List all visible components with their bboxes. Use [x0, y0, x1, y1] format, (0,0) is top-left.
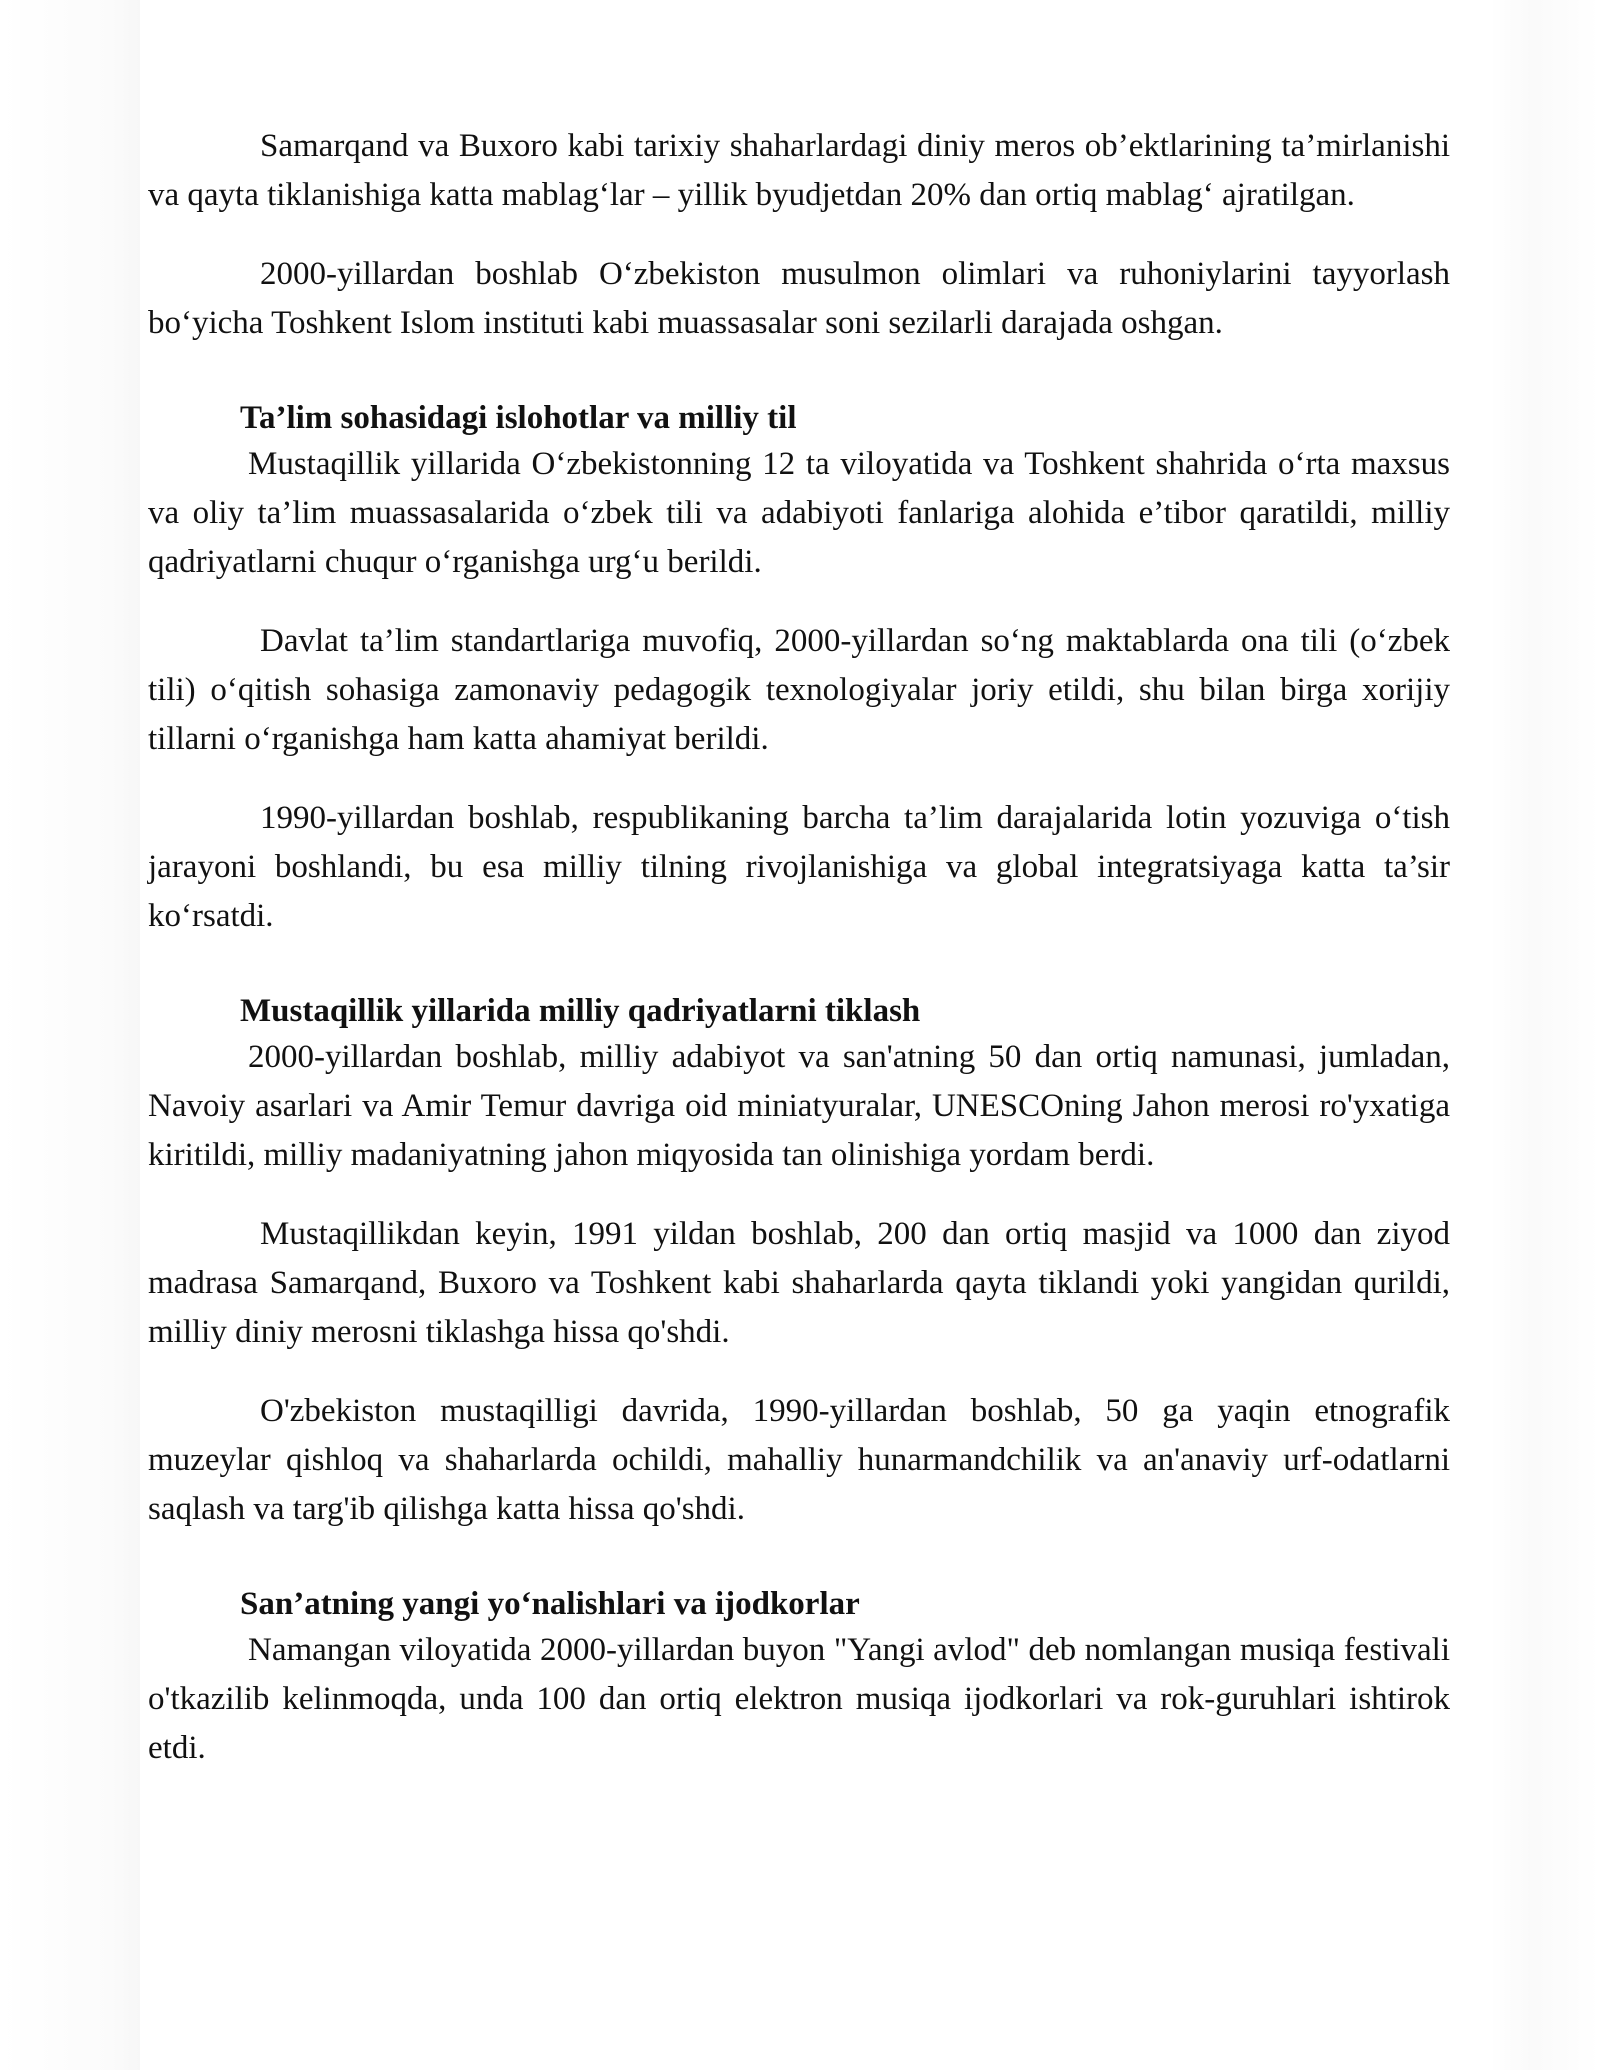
paragraph-heritage-restoration: Samarqand va Buxoro kabi tarixiy shaharlardagi diniy meros ob’ektlarining ta’mirlanishi va qayta tiklanishiga katta mablag‘lar – yillik byudjetdan 20% dan ortiq mablag‘ ajratilgan. [148, 128, 1450, 213]
page-shadow-right [1490, 0, 1600, 2070]
document-body [148, 122, 1450, 1773]
paragraph-islamic-institute: 2000-yillardan boshlab O‘zbekiston musulmon olimlari va ruhoniylarini tayyorlash bo‘yicha Toshkent Islom instituti kabi muassasalar soni sezilarli darajada oshgan. [148, 256, 1450, 341]
section-heading-art-directions: San’atning yangi yo‘nalishlari va ijodkorlar [240, 1586, 860, 1622]
section-heading-national-values: Mustaqillik yillarida milliy qadriyatlarni tiklash [240, 993, 921, 1029]
paragraph-ethnographic-museums: O'zbekiston mustaqilligi davrida, 1990-yillardan boshlab, 50 ga yaqin etnografik muzeylar qishloq va shaharlarda ochildi, mahalliy hunarmandchilik va an'anaviy urf-odatlarni saqlash va targ'ib qilishga katta hissa qo'shdi. [148, 1393, 1450, 1527]
paragraph-unesco-heritage: 2000-yillardan boshlab, milliy adabiyot va san'atning 50 dan ortiq namunasi, jumladan, Navoiy asarlari va Amir Temur davriga oid miniatyuralar, UNESCOning Jahon merosi ro'yxatiga kiritildi, milliy madaniyatning jahon miqyosida tan olinishiga yordam berdi. [148, 1039, 1450, 1173]
paragraph-uzbek-language-education: Mustaqillik yillarida O‘zbekistonning 12 ta viloyatida va Toshkent shahrida o‘rta maxsus va oliy ta’lim muassasalarida o‘zbek tili va adabiyoti fanlariga alohida e’tibor qaratildi, milliy qadriyatlarni chuqur o‘rganishga urg‘u berildi. [148, 446, 1450, 580]
page-shadow-left [0, 0, 140, 2070]
paragraph-latin-script: 1990-yillardan boshlab, respublikaning barcha ta’lim darajalarida lotin yozuviga o‘tish jarayoni boshlandi, bu esa milliy tilning rivojlanishiga va global integratsiyaga katta ta’sir ko‘rsatdi. [148, 800, 1450, 934]
paragraph-education-standards: Davlat ta’lim standartlariga muvofiq, 2000-yillardan so‘ng maktablarda ona tili (o‘zbek tili) o‘qitish sohasiga zamonaviy pedagogik texnologiyalar joriy etildi, shu bilan birga xorijiy tillarni o‘rganishga ham katta ahamiyat berildi. [148, 623, 1450, 757]
section-heading-education: Ta’lim sohasidagi islohotlar va milliy til [240, 400, 797, 436]
paragraph-music-festival: Namangan viloyatida 2000-yillardan buyon "Yangi avlod" deb nomlangan musiqa festivali o'tkazilib kelinmoqda, unda 100 dan ortiq elektron musiqa ijodkorlari va rok-guruhlari ishtirok etdi. [148, 1632, 1450, 1766]
paragraph-mosques-madrasas: Mustaqillikdan keyin, 1991 yildan boshlab, 200 dan ortiq masjid va 1000 dan ziyod madrasa Samarqand, Buxoro va Toshkent kabi shaharlarda qayta tiklandi yoki yangidan qurildi, milliy diniy merosni tiklashga hissa qo'shdi. [148, 1216, 1450, 1350]
